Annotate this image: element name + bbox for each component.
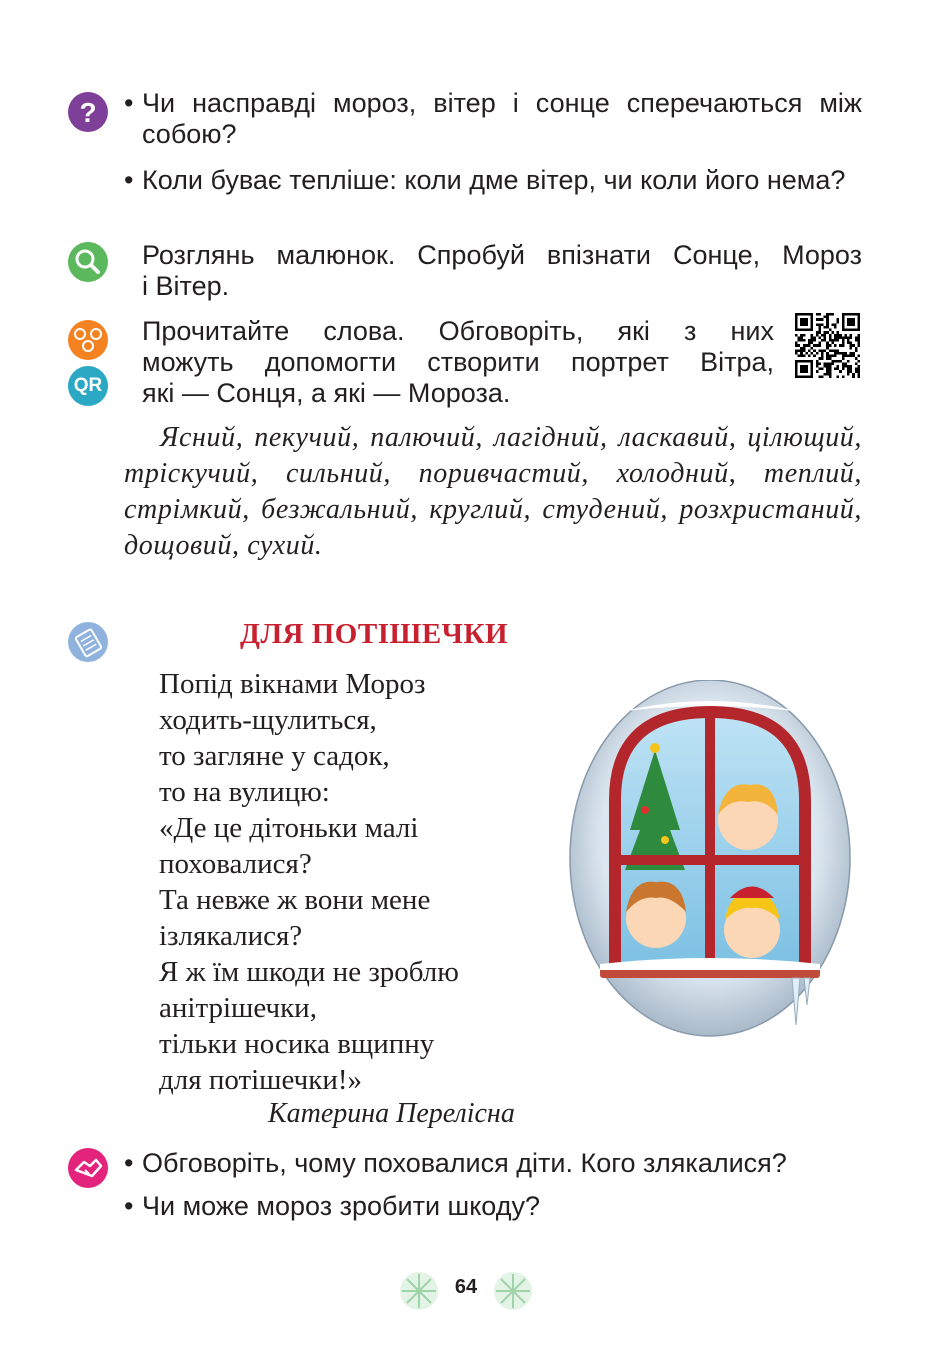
poem-line: анітрішечки,: [159, 992, 317, 1024]
word-list: Ясний, пекучий, палючий, лагідний, ласкавий, цілющий, тріскучий, сильний, поривчастий, холодний, теплий, стрімкий, безжальний, круглий, студений, розхристаний, дощовий, сухий.: [124, 422, 862, 561]
handshake-icon: [68, 1148, 108, 1188]
question-item: • Чи насправді мороз, вітер і сонце сперечаються між собою?: [124, 88, 862, 149]
question-item: • Обговоріть, чому поховалися діти. Кого злякалися?: [124, 1148, 787, 1178]
task-look-picture: Розглянь малюнок. Спробуй впізнати Сонце, Мороз і Вітер.: [142, 240, 862, 301]
task-read-words: Прочитайте слова. Обговоріть, які з них можуть допомогти створити портрет Вітра, які — Сонця, а які — Мороза.: [142, 316, 774, 408]
question-icon: [68, 92, 108, 132]
group-icon: [68, 320, 108, 360]
poem-author: Катерина Перелісна: [268, 1098, 515, 1129]
poem-body: [159, 666, 579, 1098]
svg-text:?: ?: [79, 97, 97, 128]
questions-block-1: [124, 88, 862, 196]
notebook-icon: [68, 622, 108, 662]
poem-title: ДЛЯ ПОТІШЕЧКИ: [240, 618, 509, 650]
qr-code[interactable]: [795, 313, 860, 378]
magnifier-icon: [68, 242, 108, 282]
question-item: • Коли буває тепліше: коли дме вітер, чи коли його нема?: [124, 165, 846, 195]
page-number: 64: [454, 1276, 478, 1298]
poem-line: Та невже ж вони мене: [159, 884, 431, 916]
poem-line: для потішечки!»: [159, 1064, 363, 1096]
poem-line: ізлякалися?: [159, 920, 303, 952]
snowflake-ornament-left: [398, 1270, 440, 1312]
poem-line: Попід вікнами Мороз: [159, 668, 426, 700]
questions-block-2: [124, 1148, 862, 1222]
poem-line: «Де це дітоньки малі: [159, 812, 419, 844]
frosty-window-illustration: [560, 680, 860, 1050]
snowflake-ornament-right: [492, 1270, 534, 1312]
question-item: • Чи може мороз зробити шкоду?: [124, 1191, 540, 1221]
poem-line: поховалися?: [159, 848, 312, 880]
poem-line: то загляне у садок,: [159, 740, 390, 772]
poem-line: ходить-щулиться,: [159, 704, 377, 736]
poem-line: то на вулицю:: [159, 776, 330, 808]
poem-line: Я ж їм шкоди не зроблю: [159, 956, 459, 988]
qr-badge-icon: QR: [68, 366, 108, 406]
poem-line: тільки носика вщипну: [159, 1028, 435, 1060]
